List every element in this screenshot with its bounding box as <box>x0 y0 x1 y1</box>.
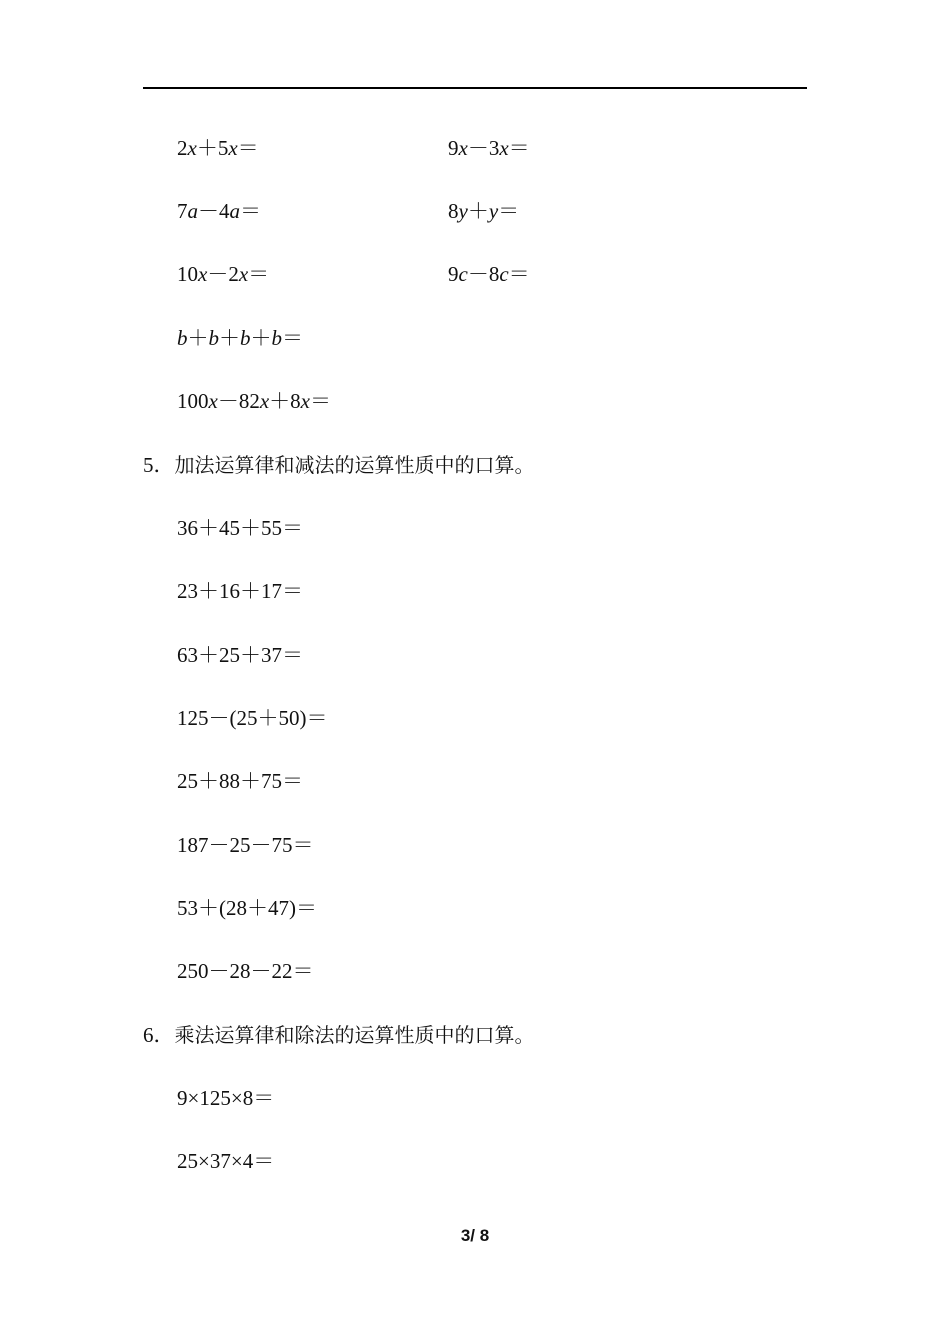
expression: 25＋88＋75＝ <box>177 769 303 793</box>
expression: 8y＋y＝ <box>448 199 520 223</box>
expression: 53＋(28＋47)＝ <box>177 896 317 920</box>
expression: 36＋45＋55＝ <box>177 516 303 540</box>
expression: 250－28－22＝ <box>177 959 314 983</box>
header-rule <box>143 87 807 89</box>
expression: 2x＋5x＝ <box>177 136 259 160</box>
expression: 187－25－75＝ <box>177 833 314 857</box>
section-title: 加法运算律和减法的运算性质中的口算。 <box>174 453 535 477</box>
section-heading <box>143 1022 535 1048</box>
expression: 9x－3x＝ <box>448 136 530 160</box>
expression: 7a－4a＝ <box>177 199 261 223</box>
expression: 25×37×4＝ <box>177 1149 275 1173</box>
expression: 125－(25＋50)＝ <box>177 706 328 730</box>
section-title: 乘法运算律和除法的运算性质中的口算。 <box>174 1023 535 1047</box>
page-number: 3/ 8 <box>460 1226 490 1245</box>
expression: 9×125×8＝ <box>177 1086 275 1110</box>
section-heading <box>143 452 535 478</box>
expression: 10x－2x＝ <box>177 262 270 286</box>
expression: 63＋25＋37＝ <box>177 643 303 667</box>
expression: 9c－8c＝ <box>448 262 530 286</box>
section-number: 6． <box>143 1023 175 1047</box>
section-number: 5． <box>143 453 175 477</box>
expression: 23＋16＋17＝ <box>177 579 303 603</box>
expression: b＋b＋b＋b＝ <box>177 326 303 350</box>
expression: 100x－82x＋8x＝ <box>177 389 331 413</box>
